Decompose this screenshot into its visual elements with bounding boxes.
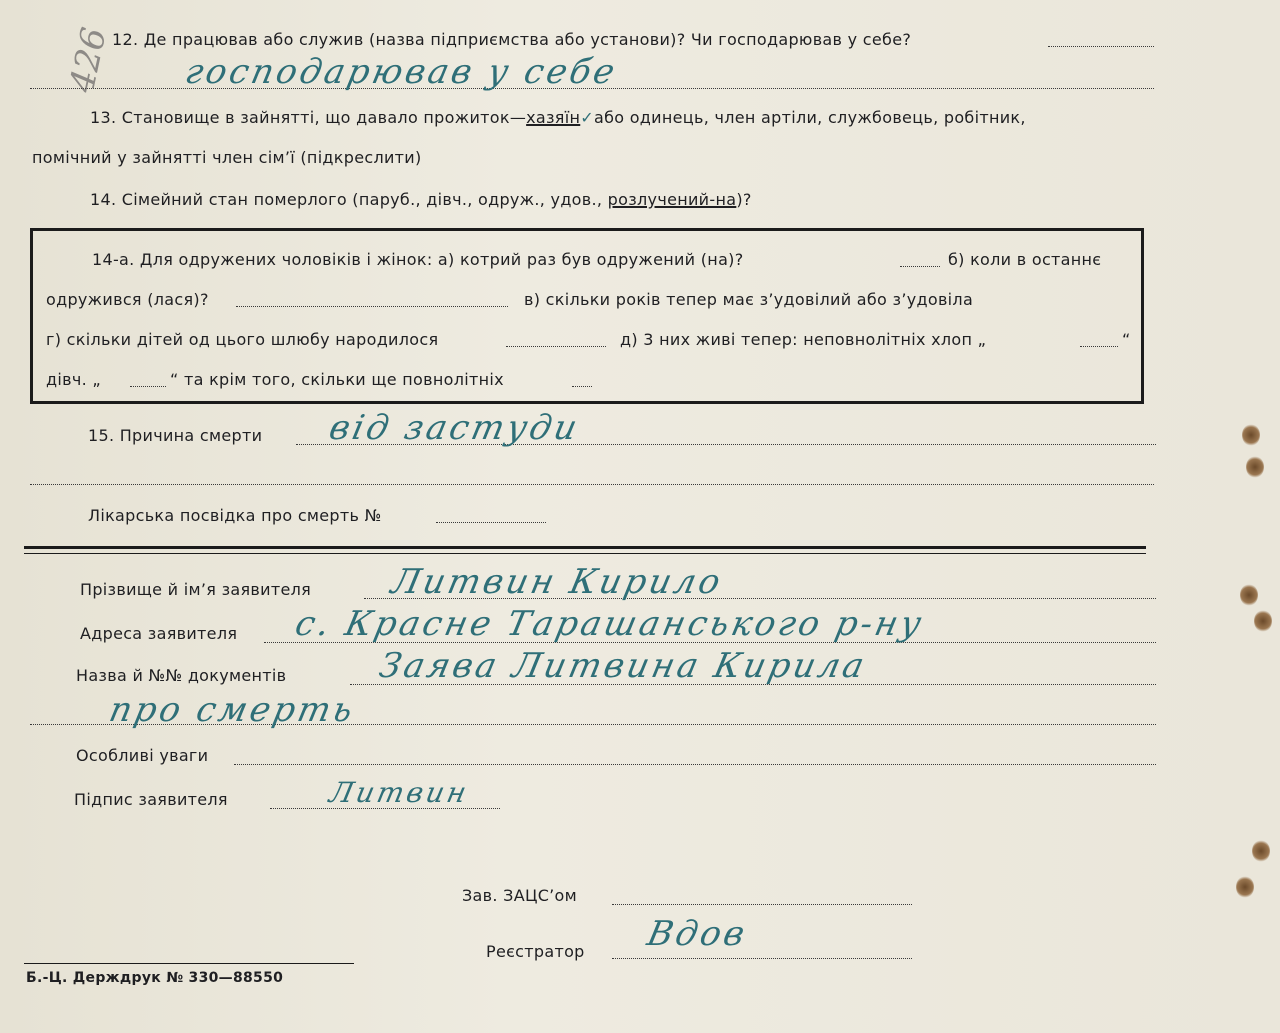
- q14a-line3c: “: [1122, 330, 1131, 349]
- registrar-line: [612, 958, 912, 959]
- q15-extra-line: [30, 484, 1154, 485]
- q14a-line3b: д) 3 них живі тепер: неповнолітніх хлоп „: [620, 330, 987, 349]
- applicant-docs-label: Назва й №№ документів: [76, 666, 287, 685]
- q14a-line4b: “ та крім того, скільки ще повнолітніх: [170, 370, 504, 389]
- divider-thick: [24, 546, 1146, 549]
- q14a-line1b: б) коли в останнє: [948, 250, 1102, 269]
- q14a-dots-4: [1080, 346, 1118, 347]
- q14-underlined-option: розлучений-на: [607, 190, 737, 209]
- q14a-dots-6: [572, 386, 592, 387]
- punch-hole-5: [1252, 840, 1270, 862]
- applicant-signature-handwritten: Литвин: [326, 776, 473, 809]
- punch-hole-1: [1242, 424, 1260, 446]
- punch-hole-3: [1240, 584, 1258, 606]
- q14a-line3a: г) скільки дітей од цього шлюбу народилося: [46, 330, 439, 349]
- q13-label-b: або одинець, член артіли, службовець, робітник,: [593, 108, 1026, 127]
- q14a-dots-1: [900, 266, 940, 267]
- punch-hole-6: [1236, 876, 1254, 898]
- applicant-address-label: Адреса заявителя: [80, 624, 238, 643]
- applicant-signature-label: Підпис заявителя: [74, 790, 228, 809]
- q13-line2: помічний у зайнятті член сім’ї (підкреслити): [32, 148, 422, 167]
- q14a-line4a: дівч. „: [46, 370, 101, 389]
- applicant-notes-line: [234, 764, 1156, 765]
- q14a-dots-2: [236, 306, 508, 307]
- punch-hole-4: [1254, 610, 1272, 632]
- medical-number-line: [436, 522, 546, 523]
- medical-label: Лікарська посвідка про смерть №: [88, 506, 382, 525]
- q14-line: [90, 190, 752, 209]
- head-zags-line: [612, 904, 912, 905]
- head-zags-label: Зав. ЗАЦС’ом: [462, 886, 578, 905]
- footer-rule: [24, 963, 354, 964]
- registrar-signature-handwritten: Вдов: [643, 914, 752, 954]
- q13-label-a: 13. Становище в зайнятті, що давало прожиток—: [90, 108, 527, 127]
- q14a-line1a: 14-а. Для одружених чоловіків і жінок: а) котрий раз був одружений (на)?: [92, 250, 744, 269]
- printer-imprint: Б.-Ц. Держдрук № 330—88550: [26, 970, 284, 986]
- pencil-archive-number: 426: [62, 24, 115, 96]
- q14a-dots-3: [506, 346, 606, 347]
- q14a-dots-5: [130, 386, 166, 387]
- applicant-notes-label: Особливі уваги: [76, 746, 209, 765]
- divider-thin: [24, 553, 1146, 554]
- punch-hole-2: [1246, 456, 1264, 478]
- q14-end: )?: [736, 190, 752, 209]
- q15-label: 15. Причина смерти: [88, 426, 263, 445]
- q13-check-mark: ✓: [580, 108, 594, 127]
- q15-answer-handwritten: від застуди: [325, 408, 584, 448]
- q12-dotted-line: [1048, 46, 1154, 47]
- q12-answer-handwritten: господарював у себе: [181, 52, 622, 92]
- applicant-docs-handwritten-1: Заява Литвина Кирила: [375, 646, 871, 686]
- q13-underlined-option: хазяїн: [526, 108, 581, 127]
- applicant-docs-handwritten-2: про смерть: [105, 690, 360, 730]
- q13-line1: [90, 108, 1026, 127]
- q14-label: 14. Сімейний стан померлого (паруб., дівч., одруж., удов.,: [90, 190, 603, 209]
- q12-label: 12. Де працював або служив (назва підприємства або установи)? Чи господарював у себе?: [112, 30, 912, 49]
- q14a-line2a: одружився (лася)?: [46, 290, 209, 309]
- registrar-label: Реєстратор: [486, 942, 585, 961]
- applicant-address-handwritten: с. Красне Тарашанського р-ну: [291, 604, 928, 644]
- q14a-line2b: в) скільки років тепер має з’удовілий або з’удовіла: [524, 290, 974, 309]
- applicant-name-handwritten: Литвин Кирило: [387, 562, 727, 602]
- applicant-name-label: Прізвище й ім’я заявителя: [80, 580, 312, 599]
